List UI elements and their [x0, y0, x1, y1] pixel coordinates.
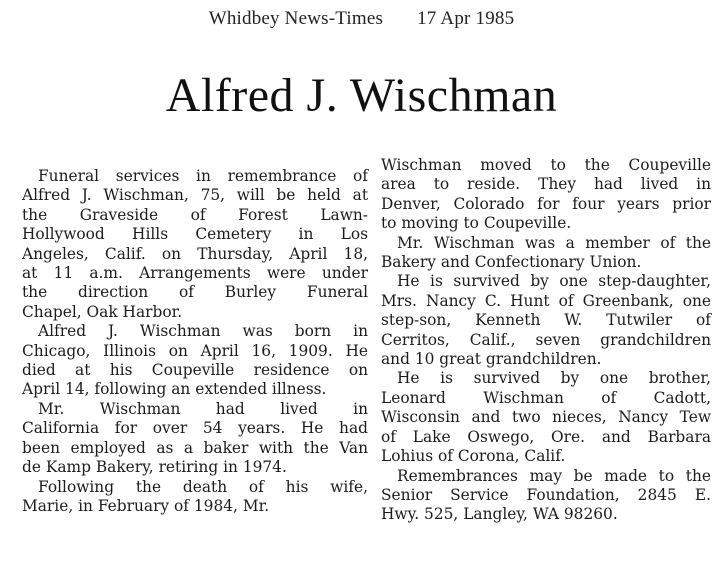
text-line: Marie, in February of 1984, Mr. — [22, 496, 270, 515]
text-line: step-son, Kenneth W. Tutwiler of — [381, 311, 711, 330]
text-line: the direction of Burley Funeral — [22, 283, 368, 302]
text-line: area to reside. They had lived in — [381, 175, 711, 194]
text-line: Chicago, Illinois on April 16, 1909. He — [22, 341, 368, 360]
text-line: at 11 a.m. Arrangements were under — [22, 264, 368, 283]
text-line: Bakery and Confectionary Union. — [381, 253, 642, 272]
text-line: of Lake Oswego, Ore. and Barbara — [381, 427, 711, 446]
publication-date: 17 Apr 1985 — [417, 8, 515, 29]
newspaper-header — [0, 8, 723, 30]
text-line: Remembrances may be made to the — [397, 466, 711, 485]
text-line: Mrs. Nancy C. Hunt of Greenbank, one — [381, 291, 711, 310]
text-line: Following the death of his wife, — [38, 477, 368, 496]
text-line: April 14, following an extended illness. — [22, 380, 327, 399]
text-line: Chapel, Oak Harbor. — [22, 302, 183, 321]
text-line: de Kamp Bakery, retiring in 1974. — [22, 458, 287, 477]
text-line: Alfred J. Wischman, 75, will be held at — [22, 186, 368, 205]
paragraph — [22, 400, 368, 478]
text-line: died at his Coupeville residence on — [22, 361, 368, 380]
text-line: Lohius of Corona, Calif. — [381, 447, 566, 466]
paragraph — [381, 234, 711, 273]
text-line: the Graveside of Forest Lawn- — [22, 205, 368, 224]
paragraph — [22, 322, 368, 400]
text-line: California for over 54 years. He had — [22, 419, 368, 438]
text-line: Hwy. 525, Langley, WA 98260. — [381, 505, 618, 524]
paragraph — [22, 478, 368, 517]
text-line: He is survived by one step-daughter, — [397, 272, 711, 291]
text-line: Mr. Wischman was a member of the — [397, 233, 711, 252]
text-line: Mr. Wischman had lived in — [38, 399, 368, 418]
text-line: Hollywood Hills Cemetery in Los — [22, 225, 368, 244]
paragraph — [381, 467, 711, 525]
publication-name: Whidbey News-Times — [208, 8, 384, 29]
text-line: Denver, Colorado for four years prior — [381, 194, 711, 213]
left-column — [22, 167, 368, 516]
text-line: to moving to Coupeville. — [381, 214, 572, 233]
text-line: Senior Service Foundation, 2845 E. — [381, 485, 711, 504]
text-line: Wischman moved to the Coupeville — [381, 156, 711, 174]
text-line: Cerritos, Calif., seven grandchildren — [381, 330, 711, 349]
right-column — [381, 156, 711, 525]
paragraph — [381, 272, 711, 369]
paragraph — [22, 167, 368, 322]
text-line: Angeles, Calif. on Thursday, April 18, — [22, 244, 368, 263]
text-line: Alfred J. Wischman was born in — [38, 322, 368, 341]
text-line: been employed as a baker with the Van — [22, 438, 368, 457]
text-line: He is survived by one brother, — [397, 369, 711, 388]
text-line: Leonard Wischman of Cadott, — [381, 388, 711, 407]
text-line: Wisconsin and two nieces, Nancy Tew — [381, 408, 711, 427]
text-line: and 10 great grandchildren. — [381, 350, 602, 369]
obituary-title: Alfred J. Wischman — [165, 69, 558, 122]
paragraph — [381, 369, 711, 466]
paragraph — [381, 156, 711, 234]
text-line: Funeral services in remembrance of — [38, 167, 368, 185]
